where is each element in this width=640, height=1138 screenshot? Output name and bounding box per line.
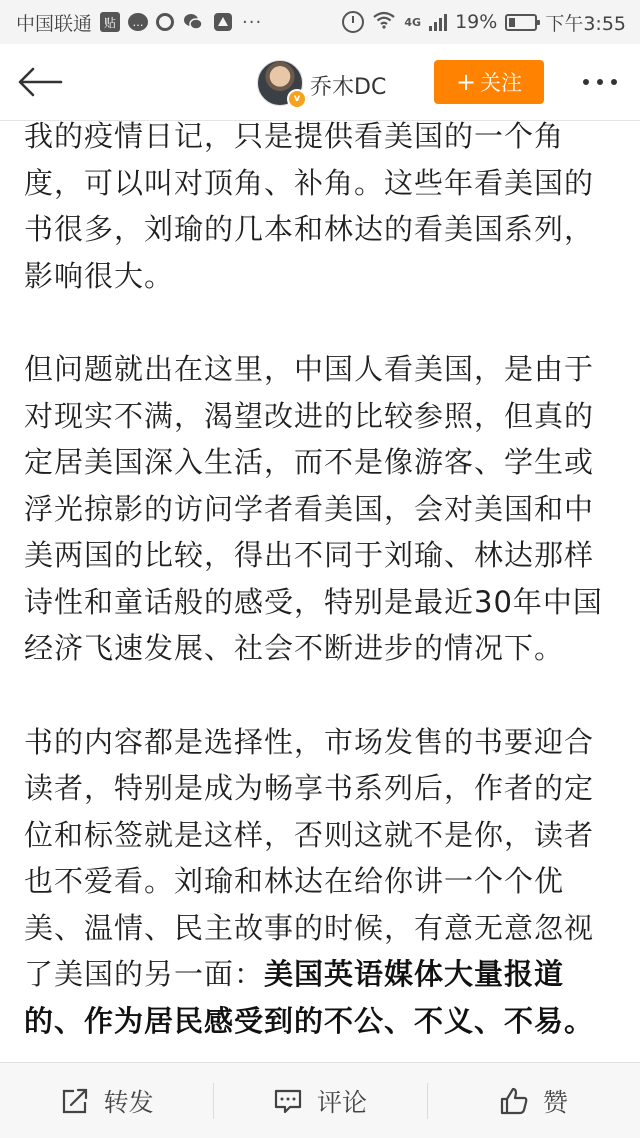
ring-icon	[156, 13, 174, 31]
article-paragraph: 我的疫情日记，只是提供看美国的一个角度，可以叫对顶角、补角。这些年看美国的书很多，刘瑜的几本和林达的看美国系列，影响很大。	[24, 119, 595, 293]
nav-bar	[0, 44, 640, 121]
article-paragraph	[24, 719, 620, 1045]
message-bubble-icon: …	[128, 13, 148, 31]
wifi-icon	[372, 11, 396, 33]
alarm-icon	[342, 11, 364, 33]
thumbs-up-icon	[499, 1086, 529, 1116]
network-type: 4G	[404, 15, 422, 29]
article-paragraph: 但问题就出在这里，中国人看美国，是由于对现实不满，渴望改进的比较参照，但真的定居美国深入生活，而不是像游客、学生或浮光掠影的访问学者看美国，会对美国和中美两国的比较，得出不同于刘瑜、林达那样诗性和童话般的感受，特别是最近30年中国经济飞速发展、社会不断进步的情况下。	[24, 352, 603, 665]
plus-icon: +	[455, 68, 477, 96]
bottom-toolbar	[0, 1062, 640, 1138]
battery-icon	[505, 14, 537, 31]
signal-icon	[429, 13, 447, 31]
article-bold-text: 美国英语媒体大量报道的、作为居民感受到的不公、不义、不易。	[24, 957, 595, 1038]
comment-button[interactable]	[213, 1063, 426, 1138]
carrier-name: 中国联通	[16, 12, 93, 35]
comment-label: 评论	[316, 1088, 367, 1117]
status-bar	[0, 0, 640, 44]
back-button[interactable]	[16, 62, 64, 102]
follow-button[interactable]	[434, 60, 544, 104]
fox-icon	[212, 11, 234, 33]
more-options-button[interactable]	[572, 64, 628, 100]
comment-icon	[273, 1086, 303, 1116]
follow-label: 关注	[480, 71, 523, 95]
verified-badge-icon: v	[287, 89, 307, 109]
more-dot-icon	[597, 79, 603, 85]
clock: 下午3:55	[545, 12, 626, 35]
repost-label: 转发	[103, 1088, 154, 1117]
tieba-icon: 贴	[100, 12, 120, 32]
repost-button[interactable]	[0, 1063, 213, 1138]
status-bar-right	[342, 9, 640, 36]
wechat-icon	[182, 11, 204, 33]
battery-percent: 19%	[455, 11, 498, 33]
back-arrow-icon	[17, 67, 63, 97]
username[interactable]: 乔木DC	[310, 75, 387, 100]
article-body	[0, 112, 640, 1060]
like-label: 赞	[542, 1088, 568, 1117]
article-paragraph-text: 书的内容都是选择性，市场发售的书要迎合读者，特别是成为畅享书系列后，作者的定位和标签就是这样，否则这就不是你，读者也不爱看。刘瑜和林达在给你讲一个个优美、温情、民主故事的时候，有意无意忽视了美国的另一面：	[24, 724, 595, 991]
more-notifications-icon: ···	[242, 11, 263, 33]
more-dot-icon	[583, 79, 589, 85]
like-button[interactable]	[427, 1063, 640, 1138]
status-bar-left	[0, 9, 262, 36]
more-dot-icon	[611, 79, 617, 85]
repost-icon	[60, 1086, 90, 1116]
